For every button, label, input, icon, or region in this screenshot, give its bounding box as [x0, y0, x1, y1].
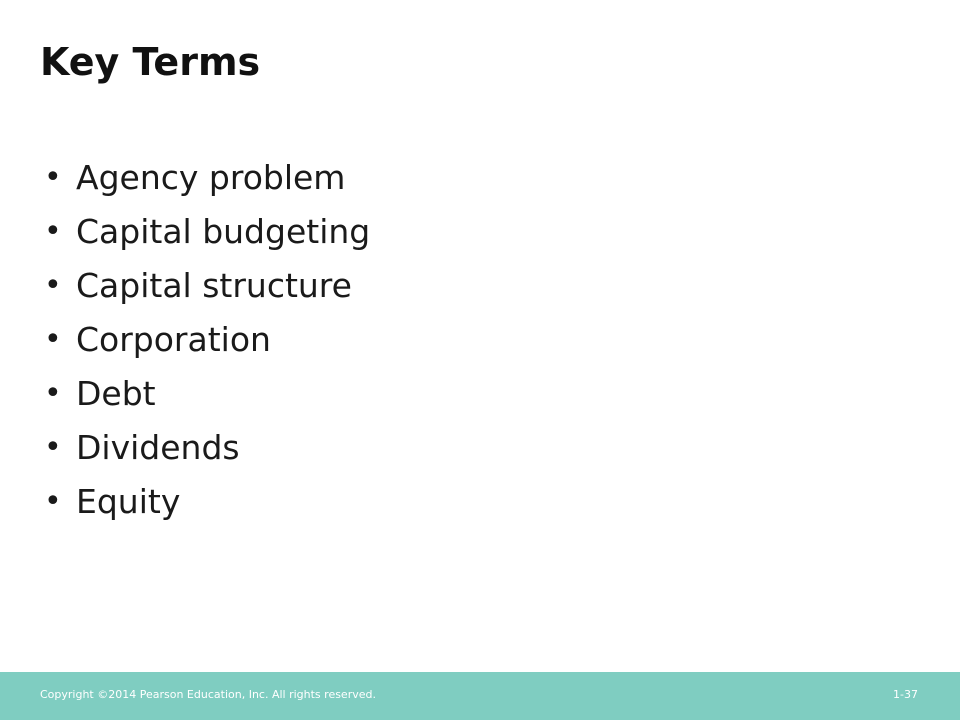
term-item — [44, 420, 370, 474]
term-capital-budgeting: Capital budgeting — [76, 211, 371, 251]
term-item — [44, 312, 370, 366]
bullet-icon: • — [44, 321, 62, 357]
page-number: 1-37 — [893, 688, 918, 701]
term-item — [44, 474, 370, 528]
bullet-icon: • — [44, 213, 62, 249]
term-item — [44, 150, 370, 204]
term-capital-structure: Capital structure — [76, 265, 352, 305]
bullet-icon: • — [44, 429, 62, 465]
key-terms-list — [44, 150, 370, 528]
term-corporation: Corporation — [76, 319, 271, 359]
bullet-icon: • — [44, 267, 62, 303]
term-dividends: Dividends — [76, 427, 240, 467]
term-agency-problem: Agency problem — [76, 157, 346, 197]
bullet-icon: • — [44, 159, 62, 195]
term-item — [44, 204, 370, 258]
term-item — [44, 366, 370, 420]
bullet-icon: • — [44, 375, 62, 411]
bullet-icon: • — [44, 483, 62, 519]
term-item — [44, 258, 370, 312]
footer-bar — [0, 672, 960, 720]
footer-copyright: Copyright ©2014 Pearson Education, Inc. All rights reserved. — [40, 688, 376, 701]
term-equity: Equity — [76, 481, 181, 521]
slide-title: Key Terms — [40, 40, 261, 84]
term-debt: Debt — [76, 373, 156, 413]
